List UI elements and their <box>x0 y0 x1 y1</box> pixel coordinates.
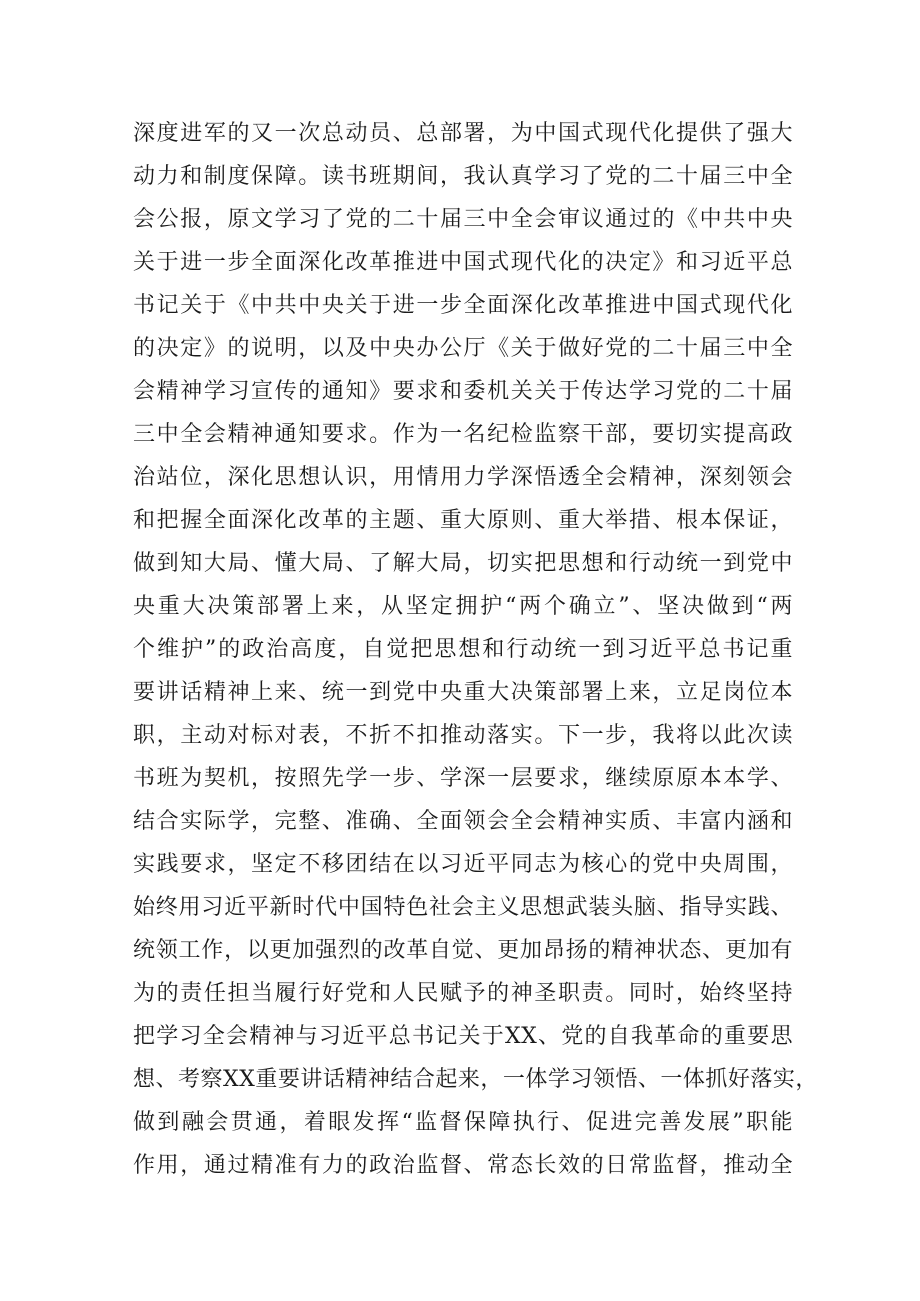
text-line: 动力和制度保障。读书班期间，我认真学习了党的二十届三中全 <box>133 164 793 189</box>
text-line: 的决定》的说明，以及中央办公厅《关于做好党的二十届三中全 <box>133 336 793 361</box>
text-line: 想、考察XX重要讲话精神结合起来，一体学习领悟、一体抓好落实， <box>133 1067 818 1092</box>
text-line: 央重大决策部署上来，从坚定拥护“两个确立”、坚决做到“两 <box>133 594 793 619</box>
text-line: 实践要求，坚定不移团结在以习近平同志为核心的党中央周围， <box>133 852 793 877</box>
text-line: 深度进军的又一次总动员、总部署，为中国式现代化提供了强大 <box>133 121 793 146</box>
text-line: 职，主动对标对表，不折不扣推动落实。下一步，我将以此次读 <box>133 723 793 748</box>
text-line: 把学习全会精神与习近平总书记关于XX、党的自我革命的重要思 <box>133 1024 793 1049</box>
text-line: 为的责任担当履行好党和人民赋予的神圣职责。同时，始终坚持 <box>133 981 793 1006</box>
text-line: 会精神学习宣传的通知》要求和委机关关于传达学习党的二十届 <box>133 379 793 404</box>
text-line: 书班为契机，按照先学一步、学深一层要求，继续原原本本学、 <box>133 766 793 791</box>
text-line: 会公报，原文学习了党的二十届三中全会审议通过的《中共中央 <box>133 207 793 232</box>
text-line: 个维护”的政治高度，自觉把思想和行动统一到习近平总书记重 <box>133 637 793 662</box>
text-line: 关于进一步全面深化改革推进中国式现代化的决定》和习近平总 <box>133 250 793 275</box>
text-line: 结合实际学，完整、准确、全面领会全会精神实质、丰富内涵和 <box>133 809 793 834</box>
text-line: 三中全会精神通知要求。作为一名纪检监察干部，要切实提高政 <box>133 422 793 447</box>
text-line: 和把握全面深化改革的主题、重大原则、重大举措、根本保证， <box>133 508 793 533</box>
text-line: 统领工作，以更加强烈的改革自觉、更加昂扬的精神状态、更加有 <box>133 938 793 963</box>
text-line: 作用，通过精准有力的政治监督、常态长效的日常监督，推动全 <box>133 1153 793 1178</box>
text-line: 治站位，深化思想认识，用情用力学深悟透全会精神，深刻领会 <box>133 465 793 490</box>
body-paragraph <box>133 112 818 1187</box>
text-line: 要讲话精神上来、统一到党中央重大决策部署上来，立足岗位本 <box>133 680 793 705</box>
text-line: 书记关于《中共中央关于进一步全面深化改革推进中国式现代化 <box>133 293 793 318</box>
text-line: 做到知大局、懂大局、了解大局，切实把思想和行动统一到党中 <box>133 551 793 576</box>
text-line: 做到融会贯通，着眼发挥“监督保障执行、促进完善发展”职能 <box>133 1110 793 1135</box>
text-line: 始终用习近平新时代中国特色社会主义思想武装头脑、指导实践、 <box>133 895 793 920</box>
